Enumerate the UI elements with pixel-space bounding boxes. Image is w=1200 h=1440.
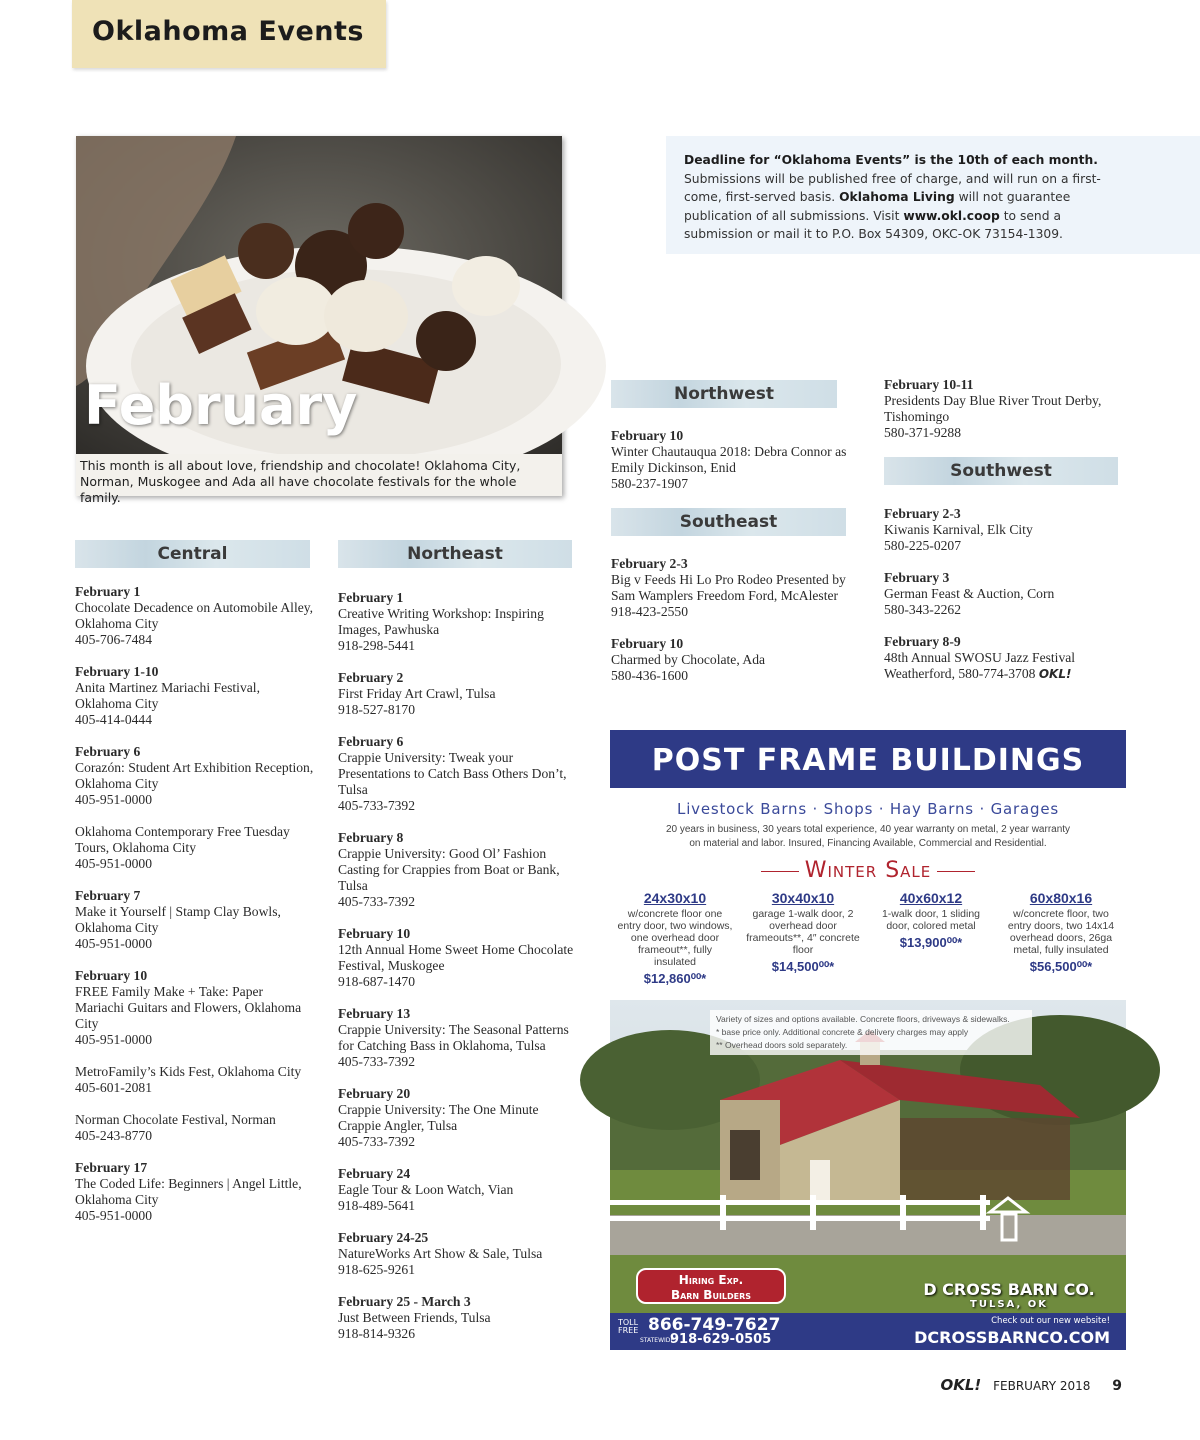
event-date: February 1 <box>75 584 141 599</box>
event-date: February 2 <box>338 670 404 685</box>
event-title: NatureWorks Art Show & Sale, Tulsa <box>338 1246 543 1261</box>
event-date: February 24 <box>338 1166 411 1181</box>
event-list-southeast <box>611 556 861 700</box>
event-title: Crappie University: The Seasonal Patterns for Catching Bass in Oklahoma, Tulsa <box>338 1022 569 1053</box>
event-list-northwest <box>611 428 861 508</box>
section-heading-northeast: Northeast <box>338 540 572 568</box>
event-phone: 405-243-8770 <box>75 1128 153 1143</box>
company-logo <box>906 1224 1112 1310</box>
event-date: February 1-10 <box>75 664 159 679</box>
event-date: February 25 - March 3 <box>338 1294 471 1309</box>
okl-logo-icon: OKL! <box>940 1376 982 1394</box>
page-footer <box>941 1376 1123 1394</box>
event-phone: 405-733-7392 <box>338 1054 416 1069</box>
event-title: Anita Martinez Mariachi Festival, Oklahoma City <box>75 680 260 711</box>
event-title: MetroFamily’s Kids Fest, Oklahoma City <box>75 1064 302 1079</box>
event-phone: 918-625-9261 <box>338 1262 416 1277</box>
issue-date: FEBRUARY 2018 <box>993 1379 1091 1393</box>
event-date: February 13 <box>338 1006 411 1021</box>
event-phone: 918-687-1470 <box>338 974 416 989</box>
deadline-body-c: to send a submission or mail it to P.O. Box 54309, OKC-OK 73154-1309. <box>684 208 1063 241</box>
event-date: February 8-9 <box>884 634 961 649</box>
event-title: Presidents Day Blue River Trout Derby, Tishomingo <box>884 393 1102 424</box>
event-title: Oklahoma Contemporary Free Tuesday Tours, Oklahoma City <box>75 824 290 855</box>
list-item <box>75 824 315 872</box>
event-phone: 405-951-0000 <box>75 1032 153 1047</box>
event-phone: 918-298-5441 <box>338 638 416 653</box>
offer-size: 60x80x16 <box>1029 890 1093 906</box>
list-item <box>75 1160 315 1224</box>
event-title: Corazón: Student Art Exhibition Reception, Oklahoma City <box>75 760 314 791</box>
event-list-central <box>75 584 315 1240</box>
offer-description: 1-walk door, 1 sliding door, colored metal <box>881 908 981 932</box>
event-date: February 10 <box>75 968 148 983</box>
event-date: February 17 <box>75 1160 148 1175</box>
event-title: Kiwanis Karnival, Elk City <box>884 522 1033 537</box>
offer-description: w/concrete floor, two entry doors, two 14x14 overhead doors, 26ga metal, fully insulated <box>1007 908 1115 956</box>
event-phone: 580-371-9288 <box>884 425 962 440</box>
event-title: Norman Chocolate Festival, Norman <box>75 1112 276 1127</box>
event-title: Make it Yourself | Stamp Clay Bowls, Oklahoma City <box>75 904 281 935</box>
list-item <box>75 888 315 952</box>
feature-caption: This month is all about love, friendship and chocolate! Oklahoma City, Norman, Muskogee and Ada all have chocolate festivals for the whole family. <box>80 458 521 505</box>
event-phone: 405-706-7484 <box>75 632 153 647</box>
event-phone: 918-527-8170 <box>338 702 416 717</box>
chocolate-plate-image <box>76 136 562 496</box>
event-phone: 405-951-0000 <box>75 792 153 807</box>
offer-price: $14,500⁰⁰* <box>771 959 835 974</box>
event-phone: Weatherford, 580-774-3708 OKL! <box>884 666 1072 681</box>
deadline-headline: Deadline for “Oklahoma Events” is the 10th of each month. <box>684 153 1098 167</box>
offer-size: 40x60x12 <box>899 890 963 906</box>
company-name: D CROSS BARN CO. <box>923 1280 1095 1299</box>
event-list-southwest <box>884 506 1134 698</box>
ad-offer <box>616 890 734 987</box>
event-phone: 405-733-7392 <box>338 894 416 909</box>
section-heading-central: Central <box>75 540 310 568</box>
event-date: February 10 <box>611 636 684 651</box>
event-date: February 7 <box>75 888 141 903</box>
list-item <box>338 1294 578 1342</box>
deadline-body-b: will not guarantee publication of all submissions. Visit <box>684 190 1071 223</box>
offer-description: w/concrete floor one entry door, two windows, one overhead door frameout**, fully insulated <box>617 908 733 968</box>
toll-free-label: TOLL FREE <box>618 1318 639 1335</box>
offer-price: $12,860⁰⁰* <box>643 971 707 986</box>
list-item <box>338 1086 578 1150</box>
list-item <box>75 1112 315 1144</box>
list-item <box>338 670 578 718</box>
event-date: February 1 <box>338 590 404 605</box>
company-city: TULSA, OK <box>970 1299 1048 1310</box>
section-heading-southeast: Southeast <box>611 508 846 536</box>
event-title: Winter Chautauqua 2018: Debra Connor as Emily Dickinson, Enid <box>611 444 847 475</box>
event-title: German Feast & Auction, Corn <box>884 586 1055 601</box>
ad-offer <box>744 890 862 975</box>
offer-size: 24x30x10 <box>643 890 707 906</box>
offer-size: 30x40x10 <box>771 890 835 906</box>
website-prompt: Check out our new website! <box>991 1316 1110 1326</box>
list-item <box>338 926 578 990</box>
event-phone: 580-436-1600 <box>611 668 689 683</box>
event-date: February 6 <box>75 744 141 759</box>
okl-end-mark-icon: OKL! <box>1038 667 1072 681</box>
event-title: 12th Annual Home Sweet Home Chocolate Festival, Muskogee <box>338 942 574 973</box>
event-phone: 405-414-0444 <box>75 712 153 727</box>
event-date: February 10 <box>611 428 684 443</box>
ad-banner <box>610 730 1126 788</box>
list-item <box>884 506 1134 554</box>
list-item <box>611 556 861 620</box>
list-item <box>884 634 1134 682</box>
post-frame-buildings-ad[interactable] <box>610 730 1126 1350</box>
list-item <box>611 428 861 492</box>
list-item <box>338 590 578 654</box>
section-header-tag <box>72 0 386 68</box>
event-phone: 405-601-2081 <box>75 1080 153 1095</box>
event-date: February 24-25 <box>338 1230 429 1245</box>
list-item <box>338 1166 578 1214</box>
list-item <box>611 636 861 684</box>
list-item <box>338 1006 578 1070</box>
event-date: February 8 <box>338 830 404 845</box>
event-date: February 2-3 <box>884 506 961 521</box>
list-item <box>884 570 1134 618</box>
event-phone: 405-951-0000 <box>75 1208 153 1223</box>
page-number: 9 <box>1112 1378 1122 1394</box>
list-item <box>884 377 1134 441</box>
event-phone: 405-733-7392 <box>338 1134 416 1149</box>
list-item <box>338 830 578 910</box>
ad-sale-title: Winter Sale <box>610 858 1126 883</box>
ad-offer <box>872 890 990 951</box>
event-title: The Coded Life: Beginners | Angel Little, Oklahoma City <box>75 1176 302 1207</box>
ad-contact-bar <box>610 1313 1126 1350</box>
event-phone: 580-237-1907 <box>611 476 689 491</box>
statewide-phone[interactable]: 918-629-0505 <box>670 1332 772 1347</box>
event-title: Chocolate Decadence on Automobile Alley, Oklahoma City <box>75 600 314 631</box>
event-title: Crappie University: Good Ol’ Fashion Casting for Crappies from Boat or Bank, Tulsa <box>338 846 560 893</box>
event-phone: 918-814-9326 <box>338 1326 416 1341</box>
offer-price: $56,500⁰⁰* <box>1029 959 1093 974</box>
event-title: 48th Annual SWOSU Jazz Festival <box>884 650 1076 665</box>
event-title: First Friday Art Crawl, Tulsa <box>338 686 496 701</box>
list-item <box>75 744 315 808</box>
event-list-northeast <box>338 590 578 1358</box>
offer-description: garage 1-walk door, 2 overhead door frameouts**, 4″ concrete floor <box>746 908 860 956</box>
event-phone: 405-951-0000 <box>75 936 153 951</box>
ad-disclaimer: Variety of sizes and options available. Concrete floors, driveways & sidewalks. * base price only. Additional concrete & delivery charges may apply ** Overhead doors sold separately. <box>710 1010 1032 1055</box>
event-date: February 6 <box>338 734 404 749</box>
ad-offer <box>1002 890 1120 975</box>
event-title: Just Between Friends, Tulsa <box>338 1310 491 1325</box>
section-heading-southwest: Southwest <box>884 457 1118 485</box>
ad-fine-print: 20 years in business, 30 years total experience, 40 year warranty on metal, 2 year warranty on material and labor. Insured, Financing Available, Commercial and Residential. <box>665 824 1071 849</box>
feature-photo <box>76 136 562 505</box>
deadline-brand: Oklahoma Living <box>839 190 955 204</box>
event-date: February 10-11 <box>884 377 974 392</box>
event-title: Crappie University: The One Minute Crappie Angler, Tulsa <box>338 1102 539 1133</box>
list-item <box>75 1064 315 1096</box>
list-item <box>338 1230 578 1278</box>
list-item <box>75 968 315 1048</box>
event-phone: 405-951-0000 <box>75 856 153 871</box>
event-phone: 918-489-5641 <box>338 1198 416 1213</box>
event-date: February 3 <box>884 570 950 585</box>
ad-subhead: Livestock Barns · Shops · Hay Barns · Garages <box>677 800 1059 818</box>
event-date: February 2-3 <box>611 556 688 571</box>
offer-price: $13,900⁰⁰* <box>899 935 963 950</box>
event-date: February 10 <box>338 926 411 941</box>
event-phone: 580-225-0207 <box>884 538 962 553</box>
deadline-body-a: Submissions will be published free of charge, and will run on a first-come, first-served basis. <box>684 171 1101 204</box>
list-item <box>75 664 315 728</box>
event-phone: 405-733-7392 <box>338 798 416 813</box>
hiring-badge: Hiring Exp. Barn Builders <box>636 1268 786 1304</box>
event-list-southwest-top <box>884 377 1134 457</box>
event-title: Creative Writing Workshop: Inspiring Images, Pawhuska <box>338 606 544 637</box>
page-section-title: Oklahoma Events <box>92 16 364 47</box>
event-title: Eagle Tour & Loon Watch, Vian <box>338 1182 514 1197</box>
deadline-url-link[interactable]: www.okl.coop <box>903 208 1000 223</box>
website-link[interactable]: DCROSSBARNCO.COM <box>914 1328 1110 1347</box>
event-title: FREE Family Make + Take: Paper Mariachi Guitars and Flowers, Oklahoma City <box>75 984 302 1031</box>
feature-month-title: February <box>84 374 358 437</box>
event-phone: 918-423-2550 <box>611 604 689 619</box>
toll-free-phone[interactable]: 866-749-7627 <box>648 1315 781 1335</box>
event-title: Charmed by Chocolate, Ada <box>611 652 766 667</box>
deadline-notice <box>666 136 1200 254</box>
event-date: February 20 <box>338 1086 411 1101</box>
statewide-label: STATEWIDE <box>640 1337 675 1344</box>
section-heading-northwest: Northwest <box>611 380 837 408</box>
event-title: Crappie University: Tweak your Presentations to Catch Bass Others Don’t, Tulsa <box>338 750 567 797</box>
list-item <box>75 584 315 648</box>
event-title: Big v Feeds Hi Lo Pro Rodeo Presented by Sam Wamplers Freedom Ford, McAlester <box>611 572 846 603</box>
ad-headline: POST FRAME BUILDINGS <box>651 743 1085 778</box>
list-item <box>338 734 578 814</box>
event-phone: 580-343-2262 <box>884 602 962 617</box>
